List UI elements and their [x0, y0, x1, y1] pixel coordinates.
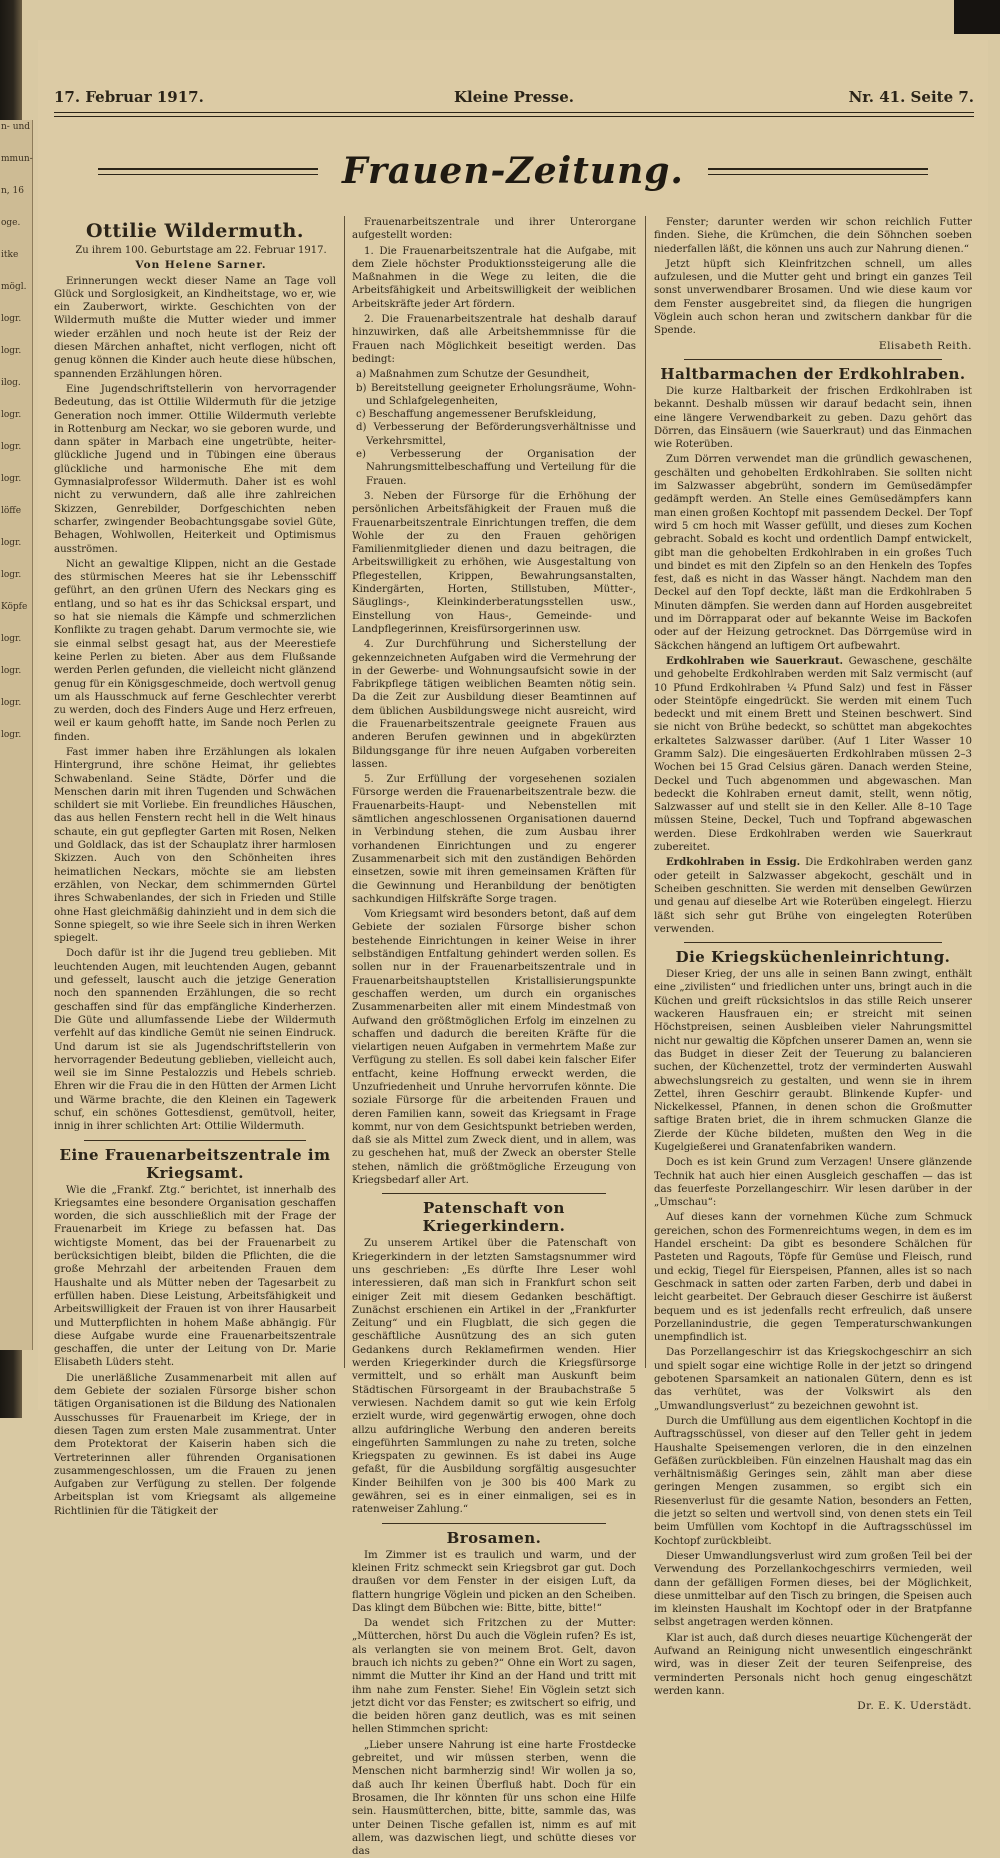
margin-fragment: logr.: [1, 474, 22, 484]
article-paragraph: Frauenarbeitszentrale und ihrer Unterorgane aufgestellt worden:: [352, 217, 636, 242]
margin-fragment: mögl.: [1, 282, 27, 292]
paper-name: Kleine Presse.: [453, 88, 575, 106]
measures-list: [352, 368, 636, 488]
article-paragraph: Zu unserem Artikel über die Patenschaft von Kriegerkindern in der letzten Samstagsnummer wird uns geschrieben: „Es dürfte Ihre Leser wohl interessieren, daß man sich in Frankfurt schon seit einiger Zeit mit diesem Gedanken beschäftigt. Zunächst erschienen ein Artikel in der „Frankfurter Zeitung“ und ein Flugblatt, die sich gegen die geschäftliche Ausnützung des an sich guten Gedankens durch Reklamefirmen wenden. Hier werden Kriegerkinder durch die Kriegsfürsorge vermittelt, und so erhält man Auskunft beim Städtischen Fürsorgeamt in der Braubachstraße 5 verwiesen. Nachdem damit so gut wie kein Erfolg erzielt wurde, wird gegenwärtig erwogen, ohne doch allzu aufdringliche Werbung den anderen bereits eingeführten Sammlungen zu nahe zu treten, solche Kriegspaten zu gewinnen. Es ist dabei ins Auge gefaßt, für die Ausbildung sorgfältig ausgesuchter Kinder Beihilfen von je 300 bis 400 Mark zu gewähren, sei es in einer einmaligen, sei es in ratenweiser Zahlung.“: [352, 1238, 636, 1516]
article-paragraph: 5. Zur Erfüllung der vorgesehenen sozialen Fürsorge werden die Frauenarbeitszentrale bezw. die Frauenarbeits-Haupt- und Nebenstellen mit sämtlichen angeschlossenen Organisationen dauernd in Verbindung stehen, die zum Ausbau ihrer vorhandenen Einrichtungen und zu engerer Zusammenarbeit sich mit den zuständigen Behörden einsetzen, sowie mit ihren gemeinsamen Kräften für die Gewinnung und Heranbildung der benötigten sachkundigen Hilfskräfte Sorge tragen.: [352, 774, 636, 905]
article-title: Brosamen.: [446, 1528, 542, 1547]
column-rule: [645, 216, 646, 1368]
margin-fragment: logr.: [1, 538, 22, 548]
article-paragraph: Dieser Krieg, der uns alle in seinen Bann zwingt, enthält eine „zivilisten“ und friedlichen unter uns, bringt auch in die Küchen und greift rücksichtslos in das stille Reich unserer wackeren Hausfrauen ein; er streicht mit seinen Höchstpreisen, seinen Ausbleiben vieler Nahrungsmittel nicht nur gewaltig die Köpfchen unserer Damen an, wenn sie das Budget in dieser Zeit der Teuerung zu balancieren suchen, der Küchenzettel, trotz der verminderten Auswahl abwechslungsreich zu gestalten, und wenn sie in ihrem Zettel, ihren Geschirr geraubt. Blinkende Kupfer- und Nickelkessel, Pfannen, in denen schon die Großmutter saftige Braten briet, die in ihrem schmucken Glanze die Zierde der Küche bildeten, mußten den Weg in die Kugelgießerei und Granatenfabriken wandern.: [654, 969, 972, 1153]
margin-fragment: n, 16: [1, 186, 24, 196]
article-paragraph: Eine Jugendschriftstellerin von hervorragender Bedeutung, das ist Ottilie Wildermuth für die jetzige Generation noch immer. Ottilie Wildermuth verlebte in Rottenburg am Neckar, wo sie geboren wurde, und dann später in Marbach eine ungetrübte, heiter-glückliche Jugend und in Tübingen eine überaus glückliche und harmonische Ehe mit dem Gymnasialprofessor Wildermuth. Daher ist es wohl nicht zu verwundern, daß alle ihre zahlreichen Skizzen, Genrebilder, Dorfgeschichten neben scharfer, zwingender Beobachtungsgabe soviel Güte, Behagen, Wohlwollen, Heiterkeit und Optimismus ausströmen.: [54, 383, 336, 555]
issue-date: 17. Februar 1917.: [54, 88, 204, 106]
paragraph-body: Gewaschene, geschälte und gehobelte Erdkohlraben werden mit Salz vermischt (auf 10 Pfund Erdkohlraben ¼ Pfund Salz) und fest in Fässer oder Steintöpfe eingedrückt. Sie werden mit einem Tuch bedeckt und mit einem Brett und Steinen beschwert. Sind sie nicht von Brühe bedeckt, so schüttet man abgekochtes erkaltetes Salzwasser darüber. (Auf 1 Liter Wasser 10 Gramm Salz). Die eingesäuerten Erdkohlraben müssen 2–3 Wochen bei 15 Grad Celsius gären. Danach werden Steine, Deckel und Tuch abgenommen und abgewaschen. Man bedeckt die Kohlraben erneut damit, stellt, wenn nötig, Salzwasser auf und stellt sie in den Keller. Alle 8–10 Tage müssen Steine, Deckel, Tuch und Topfrand abgewaschen werden. Diese Erdkohlraben werden wie Sauerkraut zubereitet.: [654, 655, 972, 854]
article-title: Eine Frauenarbeitszentrale im Kriegsamt.: [59, 1145, 331, 1182]
article-paragraph: Im Zimmer ist es traulich und warm, und der kleinen Fritz schmeckt sein Kriegsbrot gar gut. Doch draußen vor dem Fenster in der eisigen Luft, da flattern hungrige Vöglein und picken an den Scheiben. Das klingt dem Bübchen wie: Bitte, bitte, bitte!“: [352, 1549, 636, 1614]
margin-fragment: n- und: [1, 122, 31, 132]
margin-fragment: logr.: [1, 730, 22, 740]
list-item: a) Maßnahmen zum Schutze der Gesundheit,: [356, 369, 590, 381]
head-rule-thin: [54, 116, 974, 117]
article-paragraph: 4. Zur Durchführung und Sicherstellung der gekennzeichneten Aufgaben wird die Vermehrung der in der Gewerbe- und Wohnungsaufsicht sowie in der Fabrikpflege tätigen weiblichen Beamten nötig sein. Da die Zeit zur Ausbildung dieser Beamtinnen auf dem üblichen Ausbildungswege nicht ausreicht, wird die Frauenarbeitszentrale geeignete Frauen aus anderen Berufen gewinnen und in abgekürzten Bildungsgange für ihre neuen Aufgaben vorbereiten lassen.: [352, 639, 636, 770]
previous-page-margin: [0, 120, 33, 1350]
column-3: [654, 216, 973, 1713]
column-rule: [344, 216, 345, 1368]
margin-fragment: logr.: [1, 442, 22, 452]
margin-fragment: logr.: [1, 666, 22, 676]
article-paragraph: Die unerläßliche Zusammenarbeit mit allen auf dem Gebiete der sozialen Fürsorge bisher schon tätigen Organisationen ist die Bildung des Nationalen Ausschusses für Frauenarbeit im Kriege, der in diesen Tagen zum ersten Male zusammentrat. Unter dem Protektorat der Kaiserin haben sich die Vertreterinnen aller führenden Organisationen zusammengeschlossen, um die Frauen zu jenen Aufgaben zur Verfügung zu stellen. Der folgende Arbeitsplan ist vom Kriegsamt als allgemeine Richtlinien für die Tätigkeit der: [54, 1372, 336, 1517]
article-paragraph: Auf dieses kann der vornehmen Küche zum Schmuck gereichen, schon des Formenreichtums wegen, in dem es im Handel erscheint: Da gibt es besondere Schälchen für Pasteten und Ragouts, Töpfe für Gemüse und Fleisch, rund und eckig, Tiegel für Eierspeisen, Pfannen, alles ist so nach Geschmack in satten oder zarten Farben, derb und dabei in leicht gearbeitet. Der Gebrauch dieser Geschirre ist äußerst bequem und es ist jedenfalls recht erfreulich, daß unsere Porzellanindustrie, die gegen Temperaturschwankungen unempfindlich ist.: [654, 1212, 972, 1344]
article-paragraph: Fast immer haben ihre Erzählungen als lokalen Hintergrund, ihre schöne Heimat, ihr geliebtes Schwabenland. Seine Städte, Dörfer und die Menschen darin mit ihren Tugenden und Schwächen schildert sie mit Vorliebe. Ein freundliches Häuschen, das aus hellen Fenstern recht hell in die Welt hinaus schaute, ein gut gepflegter Garten mit Rosen, Nelken und Goldlack, das ist der Schauplatz ihrer harmlosen Skizzen. Auch von den Schönheiten ihres heimatlichen Neckars, möchte sie am liebsten erzählen, von Neckar, dem schimmernden Gürtel ihres Schwabenlandes, der sich in Frieden und Stille ohne Hast gleichmäßig dahinzieht und in dem sich die Sonne spiegelt, so wie ihre Seele sich in ihren Werken spiegelt.: [54, 746, 336, 945]
margin-fragment: logr.: [1, 314, 22, 324]
running-head: [54, 88, 974, 110]
article-paragraph: Da wendet sich Fritzchen zu der Mutter: „Mütterchen, hörst Du auch die Vöglein rufen? Es ist, als verlangten sie von meinem Brot. Gelt, davon brauch ich nichts zu geben?“ Ohne ein Wort zu sagen, nimmt die Mutter ihr Kind an der Hand und tritt mit ihm nahe zum Fenster. Siehe! Ein Vöglein setzt sich jetzt dicht vor das Fenster; es zwitschert so eifrig, und die beiden hören ganz deutlich, was es mit seinen hellen Stimmchen spricht:: [352, 1618, 636, 1736]
article-paragraph: Dieser Umwandlungsverlust wird zum großen Teil bei der Verwendung des Porzellankochgeschirrs vermieden, weil dann der gefälligen Formen dieses, bei der Möglichkeit, diese unmittelbar auf den Tisch zu bringen, die Speisen auch im kleinsten Haushalt im Kochtopf oder in der Bratpfanne selbst angetragen werden können.: [654, 1550, 972, 1629]
article-paragraph: [654, 856, 972, 936]
margin-fragment: oge.: [1, 218, 21, 228]
article-title: Ottilie Wildermuth.: [86, 220, 304, 242]
margin-fragment: ilog.: [1, 378, 21, 388]
margin-fragment: Köpfe: [1, 602, 28, 612]
article-divider: [382, 1193, 606, 1194]
article-paragraph: Doch es ist kein Grund zum Verzagen! Unsere glänzende Technik hat auch hier einen Ausgleich geschaffen — das ist das feuerfeste Porzellangeschirr. Wir lesen darüber in der „Umschau“:: [654, 1157, 972, 1209]
article-paragraph: Nicht an gewaltige Klippen, nicht an die Gestade des stürmischen Meeres hat sie ihr Lebensschiff geführt, an den grünen Ufern des Neckars ging es entlang, und so hat es ihr das Schicksal erspart, und so hat sie niemals die Kämpfe und schmerzlichen Konflikte zu tragen gehabt. Darum vermochte sie, wie sie einmal selbst gesagt hat, aus der Meerestiefe keine Perlen zu bieten. Aber aus dem Flußsande werden Perlen gefunden, die vielleicht nicht glänzend genug für ein Königsgeschmeide, doch wertvoll genug um als Hausschmuck auf ferne Geschlechter vererbt zu werden, doch des Finders Auge und Herz erfreuen, weil er kaum gehofft hatte, im Sande noch Perlen zu finden.: [54, 558, 336, 743]
article-paragraph: Wie die „Frankf. Ztg.“ berichtet, ist innerhalb des Kriegsamtes eine besondere Organisation geschaffen worden, die sich ausschließlich mit der Frage der Frauenarbeit im Kriege zu befassen hat. Das wichtigste Moment, das bei der Frauenarbeit zu berücksichtigen bleibt, bilden die Pflichten, die die große Mehrzahl der arbeitenden Frauen dem Haushalte und als Mütter neben der Tagesarbeit zu erfüllen haben. Diese Leistung, Arbeitsfähigkeit und Arbeitswilligkeit der Frauen ist von ihrer Hausarbeit und Mutterpflichten in hohem Maße abhängig. Für diese Aufgabe wurde eine Frauenarbeitszentrale geschaffen, die unter der Leitung von Dr. Marie Elisabeth Lüders steht.: [54, 1184, 336, 1369]
list-item: e) Verbesserung der Organisation der Nahrungsmittelbeschaffung und Verteilung für die Frauen.: [356, 449, 636, 487]
scan-corner-shadow: [954, 0, 1000, 34]
paragraph-lead: Erdkohlraben wie Sauerkraut.: [666, 654, 844, 667]
article-paragraph: Fenster; darunter werden wir schon reichlich Futter finden. Siehe, die Krümchen, die dein Söhnchen soeben niederfallen läßt, die können uns auch zur Nahrung dienen.“: [654, 217, 972, 255]
article-paragraph: Das Porzellangeschirr ist das Kriegskochgeschirr an sich und spielt sogar eine wichtige Rolle in der jetzt so dringend gebotenen Sparsamkeit an nationalen Gütern, denn es ist das verhütet, was der Volkswirt als den „Umwandlungsverlust“ zu bezeichnen gewohnt ist.: [654, 1347, 972, 1412]
article-paragraph: Doch dafür ist ihr die Jugend treu geblieben. Mit leuchtenden Augen, mit leuchtenden Augen, gebannt und gefesselt, lauscht auch die jetzige Generation noch den spannenden Erzählungen, die so recht geschaffen sind für das empfängliche Kinderherzen. Die Güte und allumfassende Liebe der Wildermuth verfehlt auf das kindliche Gemüt nie seinen Eindruck. Und darum ist sie als Jugendschriftstellerin von hervorragender Bedeutung geblieben, vielleicht auch, weil sie im Sinne Pestalozzis und Hebels schrieb. Ehren wir die Frau die in den Hütten der Armen Licht und Wärme brachte, die den Kleinen ein Tagewerk schuf, ein schönes Gottesdienst, gemütvoll, heiter, innig in ihrer schlichten Art: Ottilie Wildermuth.: [54, 948, 336, 1133]
paragraph-lead: Erdkohlraben in Essig.: [666, 856, 801, 869]
article-author: Von Helene Sarner.: [135, 259, 267, 272]
article-paragraph: Klar ist auch, daß durch dieses neuartige Küchengerät der Aufwand an Reinigung nicht unwesentlich eingeschränkt wird, was in dieser Zeit der teuren Seifenpreise, des verminderten Personals nicht hoch genug eingeschätzt werden kann.: [654, 1632, 972, 1697]
paragraph-body: Die Erdkohlraben werden ganz oder geteilt in Salzwasser abgekocht, geschält und in Scheiben geschnitten. Sie werden mit denselben Gewürzen und genau auf dieselbe Art wie Roterüben eingelegt. Hierzu läßt sich sehr gut Brühe von eingelegten Roterüben verwenden.: [654, 857, 973, 935]
article-paragraph: Zum Dörren verwendet man die gründlich gewaschenen, geschälten und gehobelten Erdkohlraben. Sie sollten nicht im Salzwasser abgebrüht, sondern im Gemüsedämpfer gedämpft werden. An Stelle eines Gemüsedämpfers kann man einen großen Kochtopf mit passendem Deckel. Der Topf wird 5 cm hoch mit Wasser gefüllt, und dieses zum Kochen gebracht. Sobald es kocht und ordentlich Dampf entwickelt, gibt man die gehobelten Erdkohlraben in ein großes Tuch und bindet es mit den Zipfeln so an den Henkeln des Topfes fest, daß es nicht in das Wasser hängt. Nachdem man den Deckel auf den Topf deckte, läßt man die Erdkohlraben 5 Minuten dämpfen. Sie werden dann auf Horden ausgebreitet und im Dörrapparat oder auf bekannte Weise im Backofen oder auf der Heizung getrocknet. Das Dörrgemüse wird in Säckchen hängend an luftigem Ort aufbewahrt.: [654, 454, 972, 652]
article-divider: [684, 359, 942, 360]
article-title: Haltbarmachen der Erdkohlraben.: [660, 364, 966, 383]
article-paragraph: Durch die Umfüllung aus dem eigentlichen Kochtopf in die Auftragsschüssel, von dieser auf den Teller geht in jedem Haushalte Speisemengen verloren, die in den einzelnen Gefäßen zurückbleiben. Fün einzelnen Haushalt mag das ein verhältnismäßig Geringes sein, zählt man aber diese geringen Mengen zusammen, so ergibt sich ein Riesenverlust für die gesamte Nation, besonders an Fetten, die jetzt so selten und wertvoll sind, von denen stets ein Teil beim Umfüllen vom Kochtopf in die Auftragsschüssel im Kochtopf zurückbleibt.: [654, 1415, 972, 1547]
article-title: Die Kriegsküchenleinrichtung.: [675, 948, 951, 967]
list-item: c) Beschaffung angemessener Berufskleidung,: [356, 409, 597, 421]
article-signature: Elisabeth Reith.: [878, 339, 972, 352]
margin-fragment: logr.: [1, 570, 22, 580]
article-paragraph: „Lieber unsere Nahrung ist eine harte Frostdecke gebreitet, und wir müssen sterben, wenn die Menschen nicht barmherzig sind! Wir wollen ja so, daß auch Ihr keinen Überfluß habt. Doch für ein Brosamen, die Ihr könnten für uns schon eine Hilfe sein. Hausmütterchen, bitte, bitte, sammle das, was unter Deinen Tische gefallen ist, nimm es auf mit allem, was dazwischen liegt, und schütte dieses vor das: [352, 1739, 636, 1858]
margin-fragment: logr.: [1, 346, 22, 356]
list-item: b) Bereitstellung geeigneter Erholungsräume, Wohn- und Schlafgelegenheiten,: [356, 382, 636, 407]
margin-fragment: mmun-: [1, 154, 33, 164]
article-subtitle: Zu ihrem 100. Geburtstage am 22. Februar 1917.: [75, 245, 327, 256]
margin-fragment: itke: [1, 250, 19, 260]
margin-fragment: logr.: [1, 634, 22, 644]
margin-fragment: logr.: [1, 410, 22, 420]
head-rule: [54, 112, 974, 113]
article-divider: [84, 1140, 306, 1141]
column-1: [54, 216, 336, 1517]
newspaper-page: [38, 40, 988, 1858]
list-item: d) Verbesserung der Beförderungsverhältnisse und Verkehrsmittel,: [356, 422, 636, 447]
margin-fragment: logr.: [1, 698, 22, 708]
article-divider: [684, 942, 942, 943]
section-title: Frauen-Zeitung.: [342, 150, 684, 192]
article-title: Patenschaft von Kriegerkindern.: [422, 1199, 566, 1236]
article-paragraph: 2. Die Frauenarbeitszentrale hat deshalb darauf hinzuwirken, daß alle Arbeitshemmnisse für die Frauen nach Möglichkeit beseitigt werden. Das bedingt:: [352, 314, 636, 365]
article-paragraph: Jetzt hüpft sich Kleinfritzchen schnell, um alles aufzulesen, und die Mutter geht und bringt ein ganzes Teil sonst unverwendbarer Brosamen. Und wie diese kaum vor dem Fenster ausgebreitet sind, da fliegen die hungrigen Vöglein auch schon heran und zwitschern dankbar für die Spende.: [654, 258, 972, 337]
article-paragraph: [654, 655, 972, 854]
article-paragraph: Die kurze Haltbarkeit der frischen Erdkohlraben ist bekannt. Deshalb müssen wir darauf bedacht sein, ihnen eine längere Verwendbarkeit zu geben. Dazu gehört das Dörren, das Einsäuern (wie Sauerkraut) und das Einmachen wie Roterüben.: [654, 385, 972, 451]
article-paragraph: 1. Die Frauenarbeitszentrale hat die Aufgabe, mit dem Ziele höchster Produktionssteigerung alle die Maßnahmen in die Wege zu leiten, die die Arbeitsfähigkeit und Arbeitswilligkeit der weiblichen Arbeitskräfte jeder Art fördern.: [352, 245, 636, 310]
article-signature: Dr. E. K. Uderstädt.: [857, 1700, 972, 1713]
column-2: [352, 216, 636, 1858]
margin-fragment: löffe: [1, 506, 22, 516]
article-paragraph: Vom Kriegsamt wird besonders betont, daß auf dem Gebiete der sozialen Fürsorge bisher schon bestehende Einrichtungen in keiner Weise in ihrer selbständigen Entfaltung gehindert werden sollen. Es sollen nur in der Frauenarbeitszentrale und in Frauenarbeitshauptstellen Kristallisierungspunkte geschaffen werden, um durch ein organisches Zusammenarbeiten aller mit einem Mindestmaß von Aufwand den größtmöglichen Erfolg im einzelnen zu schaffen und dadurch die bereiten Kräfte für die vielartigen neuen Aufgaben in vermehrtem Maße zur Verfügung zu stellen. Es soll dabei kein falscher Eifer entfacht, keine Hoffnung erweckt werden, die Unzufriedenheit und Unruhe hervorrufen könnte. Die soziale Fürsorge für die arbeitenden Frauen und deren Familien kann, soweit das Kriegsamt in Frage kommt, nur von dem Gesichtspunkt betrieben werden, daß sie als Mittel zum Zweck dient, und in allem, was zu geschehen hat, muß der Zweck an oberster Stelle stehen, nämlich die größtmögliche Erzeugung von Kriegsbedarf aller Art.: [352, 909, 636, 1187]
article-divider: [382, 1523, 606, 1524]
article-paragraph: Erinnerungen weckt dieser Name an Tage voll Glück und Sorglosigkeit, an Kindheitstage, wo er, wie ein Zauberwort, wirkte. Geschichten von der Wildermuth mußte die Mutter wieder und immer wieder erzählen und noch heute ist der Reiz der diesen Märchen anhaftet, nicht verflogen, nicht oft genug können die Kinder auch heute diese hübschen, spannenden Erzählungen hören.: [54, 275, 336, 380]
issue-page-number: Nr. 41. Seite 7.: [848, 88, 974, 106]
article-paragraph: 3. Neben der Fürsorge für die Erhöhung der persönlichen Arbeitsfähigkeit der Frauen muß die Frauenarbeitszentrale Einrichtungen treffen, die dem Wohle der zu den Frauen gehörigen Familienmitglieder dienen und dazu beitragen, die Arbeitswilligkeit zu erhöhen, wie Ausgestaltung von Pflegestellen, Krippen, Bewahrungsanstalten, Kindergärten, Horten, Stillstuben, Mütter-, Säuglings-, Kleinkinderberatungsstellen usw., Einstellung von Haus-, Gemeinde- und Landpflegerinnen, Kreisfürsorgerinnen usw.: [352, 490, 636, 635]
